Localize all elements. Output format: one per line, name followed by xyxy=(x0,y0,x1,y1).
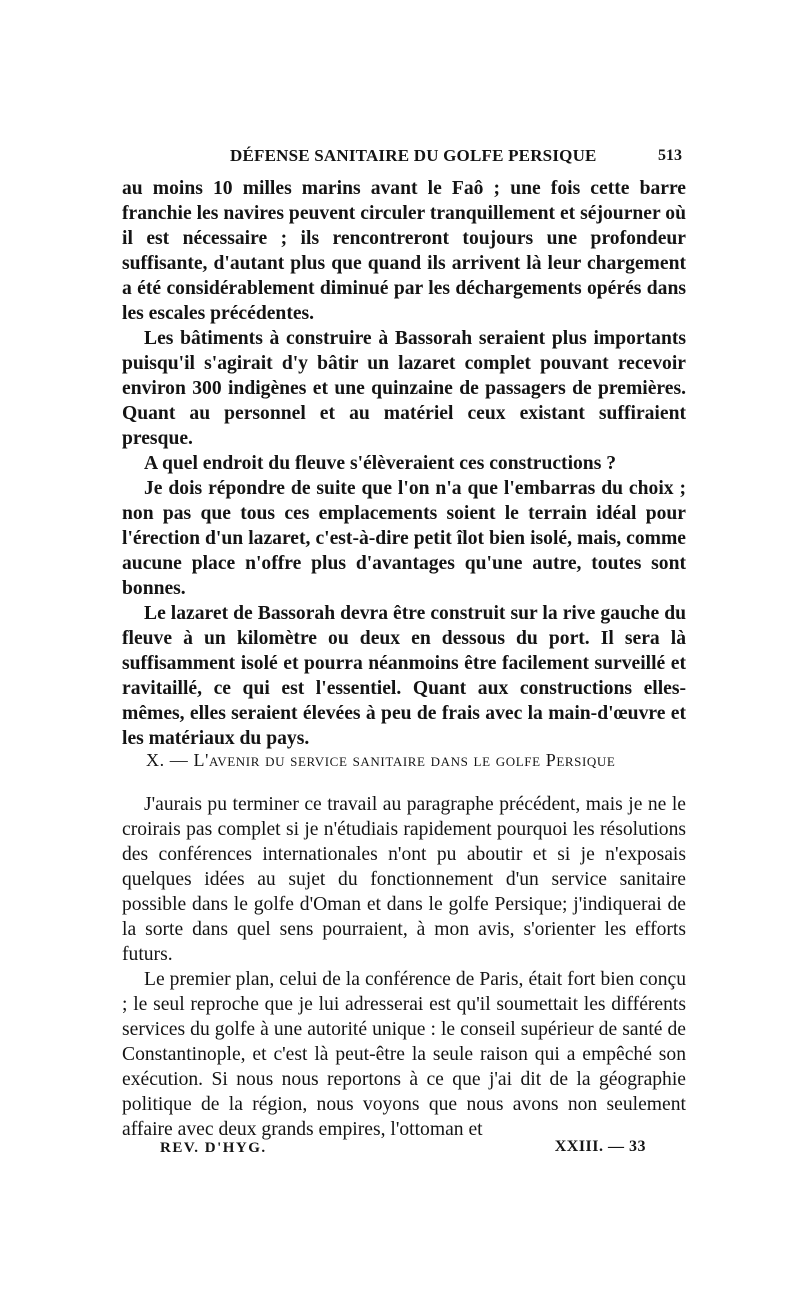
section-title: L'avenir du service sanitaire dans le golfe Persique xyxy=(193,750,616,770)
paragraph: Je dois répondre de suite que l'on n'a que l'embarras du choix ; non pas que tous ces emplacements soient le terrain idéal pour l'érection d'un lazaret, c'est-à-dire petit îlot bien isolé, mais, comme aucune place n'offre plus d'avantages qu'une autre, toutes sont bonnes. xyxy=(122,478,686,599)
section-heading xyxy=(146,750,686,771)
running-header xyxy=(122,146,682,170)
running-title: DÉFENSE SANITAIRE DU GOLFE PERSIQUE xyxy=(230,146,597,165)
paragraph: Les bâtiments à construire à Bassorah seraient plus importants puisqu'il s'agirait d'y bâtir un lazaret complet pouvant recevoir environ 300 indigènes et une quinzaine de passagers de premières. Quant au personnel et au matériel ceux existant suffiraient presque. xyxy=(122,328,686,449)
body-text-lower xyxy=(122,792,686,1142)
paragraph: Le lazaret de Bassorah devra être construit sur la rive gauche du fleuve à un kilomètre ou deux en dessous du port. Il sera là suffisamment isolé et pourra néanmoins être facilement surveillé et ravitaillé, ce qui est l'essentiel. Quant aux constructions elles-mêmes, elles seraient élevées à peu de frais avec la main-d'œuvre et les matériaux du pays. xyxy=(122,603,686,749)
paragraph: J'aurais pu terminer ce travail au paragraphe précédent, mais je ne le croirais pas complet si je n'étudiais rapidement pourquoi les résolutions des conférences internationales n'ont pu aboutir et si je n'exposais quelques idées au sujet du fonctionnement d'un service sanitaire possible dans le golfe d'Oman et dans le golfe Persique; j'indiquerai de la sorte dans quel sens pourraient, à mon avis, s'orienter les efforts futurs. xyxy=(122,794,686,965)
page-footer xyxy=(160,1138,646,1162)
section-number: X. — xyxy=(146,750,189,770)
paragraph: A quel endroit du fleuve s'élèveraient ces constructions ? xyxy=(144,453,617,474)
page-number: 513 xyxy=(658,147,682,164)
journal-abbreviation: REV. D'HYG. xyxy=(160,1140,267,1156)
paragraph: Le premier plan, celui de la conférence de Paris, était fort bien conçu ; le seul reproche que je lui adresserai est qu'il soumettait les différents services du golfe à une autorité unique : le conseil supérieur de santé de Constantinople, et c'est là peut-être la seule raison qui a empêché son exécution. Si nous nous reportons à ce que j'ai dit de la géographie politique de la région, nous voyons que nous avons non seulement affaire avec deux grands empires, l'ottoman et xyxy=(122,969,686,1140)
signature-mark: XXIII. — 33 xyxy=(554,1138,646,1155)
body-text-upper xyxy=(122,176,686,751)
paragraph: au moins 10 milles marins avant le Faô ; une fois cette barre franchie les navires peuvent circuler tranquillement et séjourner où il est nécessaire ; ils rencontreront toujours une profondeur suffisante, d'autant plus que quand ils arrivent là leur chargement a été considérablement diminué par les déchargements opérés dans les escales précédentes. xyxy=(122,178,686,324)
